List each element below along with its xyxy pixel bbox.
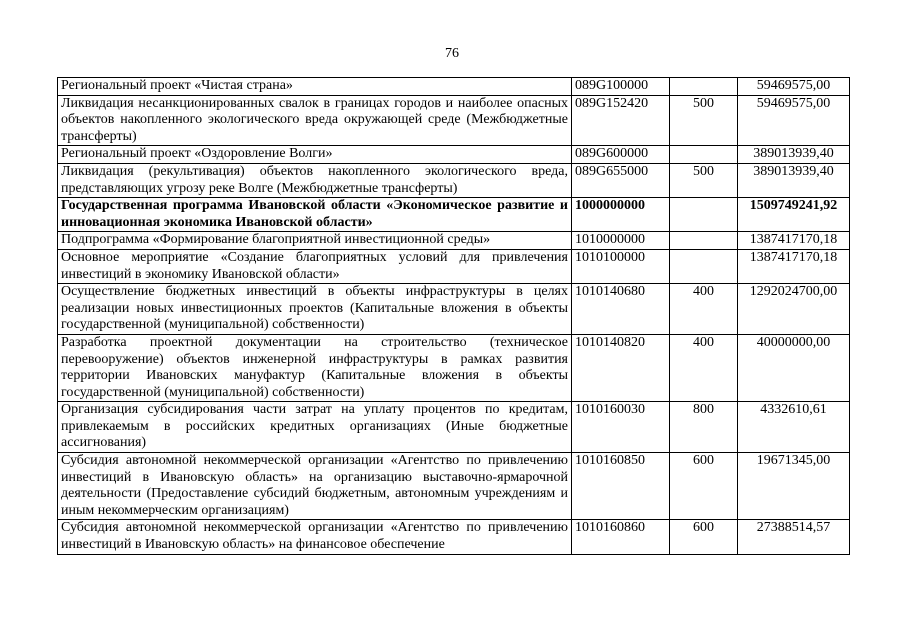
row-code-cell: 1010140680 [572, 284, 670, 335]
row-expense-type-cell: 600 [670, 453, 738, 520]
row-code-cell: 1000000000 [572, 198, 670, 232]
budget-table-body [58, 78, 850, 555]
table-row [58, 249, 850, 283]
row-expense-type-cell: 600 [670, 520, 738, 554]
row-amount-cell: 40000000,00 [738, 334, 850, 401]
row-code-cell: 089G100000 [572, 78, 670, 96]
row-code-cell: 089G600000 [572, 146, 670, 164]
table-row [58, 146, 850, 164]
row-name-cell: Субсидия автономной некоммерческой организации «Агентство по привлечению инвестиций в Ивановскую область» на организацию выставочно-ярмарочной деятельности (Предоставление субсидий бюджетным, автономным учреждениям и иным некоммерческим организациям) [58, 453, 572, 520]
row-code-cell: 089G152420 [572, 95, 670, 146]
row-name-cell: Региональный проект «Оздоровление Волги» [58, 146, 572, 164]
row-expense-type-cell [670, 198, 738, 232]
row-amount-cell: 1387417170,18 [738, 249, 850, 283]
row-expense-type-cell: 400 [670, 334, 738, 401]
row-amount-cell: 389013939,40 [738, 163, 850, 197]
table-row [58, 284, 850, 335]
row-name-cell: Основное мероприятие «Создание благоприятных условий для привлечения инвестиций в экономику Ивановской области» [58, 249, 572, 283]
row-name-cell: Подпрограмма «Формирование благоприятной инвестиционной среды» [58, 232, 572, 250]
row-name-cell: Субсидия автономной некоммерческой организации «Агентство по привлечению инвестиций в Ивановскую область» на финансовое обеспечение [58, 520, 572, 554]
row-name-cell: Организация субсидирования части затрат на уплату процентов по кредитам, привлекаемым в российских кредитных организациях (Иные бюджетные ассигнования) [58, 402, 572, 453]
row-expense-type-cell [670, 232, 738, 250]
row-code-cell: 089G655000 [572, 163, 670, 197]
row-name-cell: Государственная программа Ивановской области «Экономическое развитие и инновационная экономика Ивановской области» [58, 198, 572, 232]
row-amount-cell: 59469575,00 [738, 78, 850, 96]
table-row [58, 78, 850, 96]
row-amount-cell: 389013939,40 [738, 146, 850, 164]
row-name-cell: Разработка проектной документации на строительство (техническое перевооружение) объектов инженерной инфраструктуры в рамках развития территории Ивановских мануфактур (Капитальные вложения в объекты государственной (муниципальной) собственности) [58, 334, 572, 401]
table-row [58, 163, 850, 197]
row-code-cell: 1010160030 [572, 402, 670, 453]
row-expense-type-cell: 400 [670, 284, 738, 335]
table-row [58, 232, 850, 250]
budget-table [57, 77, 850, 555]
row-code-cell: 1010100000 [572, 249, 670, 283]
page-number: 76 [445, 46, 459, 61]
row-amount-cell: 27388514,57 [738, 520, 850, 554]
row-code-cell: 1010160850 [572, 453, 670, 520]
row-expense-type-cell: 800 [670, 402, 738, 453]
table-row [58, 402, 850, 453]
row-expense-type-cell: 500 [670, 95, 738, 146]
row-code-cell: 1010160860 [572, 520, 670, 554]
row-name-cell: Осуществление бюджетных инвестиций в объекты инфраструктуры в целях реализации новых инвестиционных проектов (Капитальные вложения в объекты государственной (муниципальной) собственности) [58, 284, 572, 335]
table-row [58, 520, 850, 554]
row-amount-cell: 1509749241,92 [738, 198, 850, 232]
row-name-cell: Ликвидация несанкционированных свалок в границах городов и наиболее опасных объектов накопленного экологического вреда окружающей среде (Межбюджетные трансферты) [58, 95, 572, 146]
row-amount-cell: 19671345,00 [738, 453, 850, 520]
row-amount-cell: 59469575,00 [738, 95, 850, 146]
table-row [58, 198, 850, 232]
table-row [58, 453, 850, 520]
row-amount-cell: 4332610,61 [738, 402, 850, 453]
table-row [58, 95, 850, 146]
row-expense-type-cell: 500 [670, 163, 738, 197]
row-code-cell: 1010000000 [572, 232, 670, 250]
row-expense-type-cell [670, 146, 738, 164]
row-amount-cell: 1292024700,00 [738, 284, 850, 335]
row-name-cell: Ликвидация (рекультивация) объектов накопленного экологического вреда, представляющих угрозу реке Волге (Межбюджетные трансферты) [58, 163, 572, 197]
row-expense-type-cell [670, 249, 738, 283]
row-amount-cell: 1387417170,18 [738, 232, 850, 250]
row-name-cell: Региональный проект «Чистая страна» [58, 78, 572, 96]
table-row [58, 334, 850, 401]
row-code-cell: 1010140820 [572, 334, 670, 401]
row-expense-type-cell [670, 78, 738, 96]
